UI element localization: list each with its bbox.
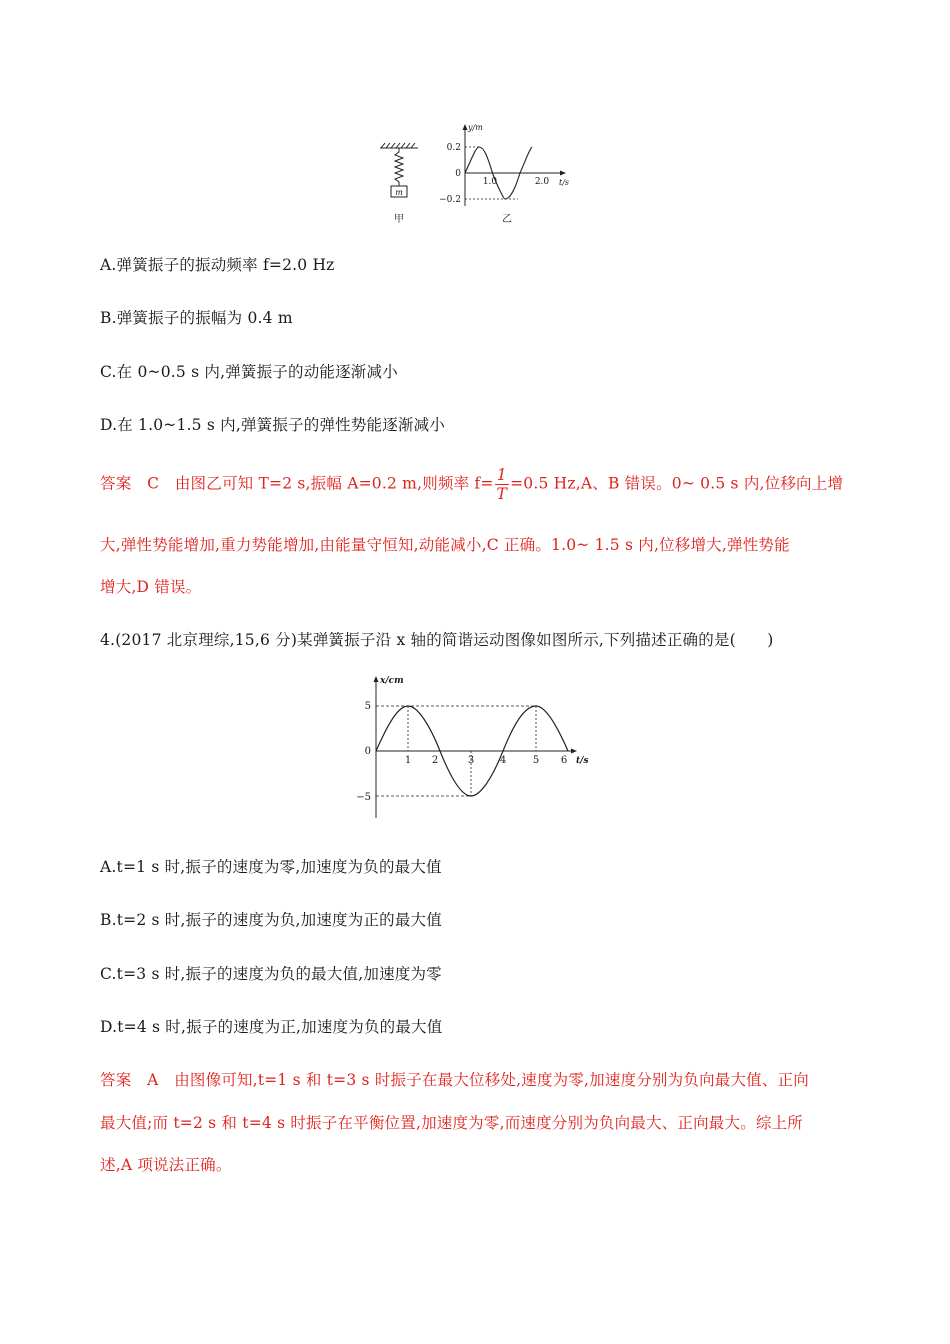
q3-option-a: A.弹簧振子的振动频率 f=2.0 Hz [100,256,335,274]
q3-answer-prefix: 答案 C 由图乙可知 T=2 s,振幅 A=0.2 m,则频率 f= [100,474,494,493]
figure-spring-oscillation [372,118,582,226]
fraction-1-over-t [495,466,510,503]
q4-option-b: B.t=2 s 时,振子的速度为负,加速度为正的最大值 [100,911,442,929]
tick-t-4: 4 [499,755,507,766]
tick-t-2: 2 [431,755,439,766]
figure-x-t-graph [352,670,602,822]
q3-answer-suffix: =0.5 Hz,A、B 错误。0~ 0.5 s 内,位移向上增 [510,474,844,493]
tick-zero: 0 [455,169,461,179]
tick-t1: 1.0 [482,177,498,187]
q4-option-c: C.t=3 s 时,振子的速度为负的最大值,加速度为零 [100,965,442,983]
caption-jia: 甲 [394,214,404,225]
tick-t-3: 3 [467,755,475,766]
fraction-denominator: T [496,485,508,503]
y-axis-arrow [463,124,468,130]
tick-y-bottom: −5 [356,792,371,803]
q3-answer-line1 [100,466,843,503]
q4-answer-line1: 答案 A 由图像可知,t=1 s 和 t=3 s 时振子在最大位移处,速度为零,加速度分别为负向最大值、正向 [100,1071,809,1089]
q4-stem: 4.(2017 北京理综,15,6 分)某弹簧振子沿 x 轴的简谐运动图像如图所示,下列描述正确的是( ) [100,631,774,649]
t-axis-arrow [571,749,577,754]
x-label: x/cm [380,676,404,686]
q3-answer-line2: 大,弹性势能增加,重力势能增加,由能量守恒知,动能减小,C 正确。1.0~ 1.5 s 内,位移增大,弹性势能 [100,536,790,554]
tick-y-bottom: −0.2 [439,195,461,205]
q4-answer-line3: 述,A 项说法正确。 [100,1156,232,1174]
t-label: t/s [576,756,589,766]
q3-answer-line3: 增大,D 错误。 [100,578,202,596]
x-axis-arrow [374,676,379,682]
tick-t-1: 1 [404,755,412,766]
tick-t-5: 5 [532,755,540,766]
q3-option-b: B.弹簧振子的振幅为 0.4 m [100,309,293,327]
tick-zero: 0 [364,746,371,757]
tick-y-top: 0.2 [446,143,461,153]
ceiling-hatch [380,143,418,148]
q4-option-d: D.t=4 s 时,振子的速度为正,加速度为负的最大值 [100,1018,443,1036]
caption-yi: 乙 [502,214,512,225]
fraction-numerator: 1 [495,466,510,485]
q3-option-d: D.在 1.0~1.5 s 内,弹簧振子的弹性势能逐渐减小 [100,416,446,434]
y-label: y/m [468,123,483,132]
t-axis-arrow [560,171,566,176]
t-label: t/s [559,178,570,187]
spring-coil [395,148,403,186]
tick-t-6: 6 [560,755,568,766]
mass-label: m [395,188,403,197]
tick-t2: 2.0 [534,177,550,187]
q4-answer-line2: 最大值;而 t=2 s 和 t=4 s 时振子在平衡位置,加速度为零,而速度分别为负向最大、正向最大。综上所 [100,1114,804,1132]
tick-y-top: 5 [364,701,371,712]
q4-option-a: A.t=1 s 时,振子的速度为零,加速度为负的最大值 [100,858,442,876]
q3-option-c: C.在 0~0.5 s 内,弹簧振子的动能逐渐减小 [100,363,398,381]
